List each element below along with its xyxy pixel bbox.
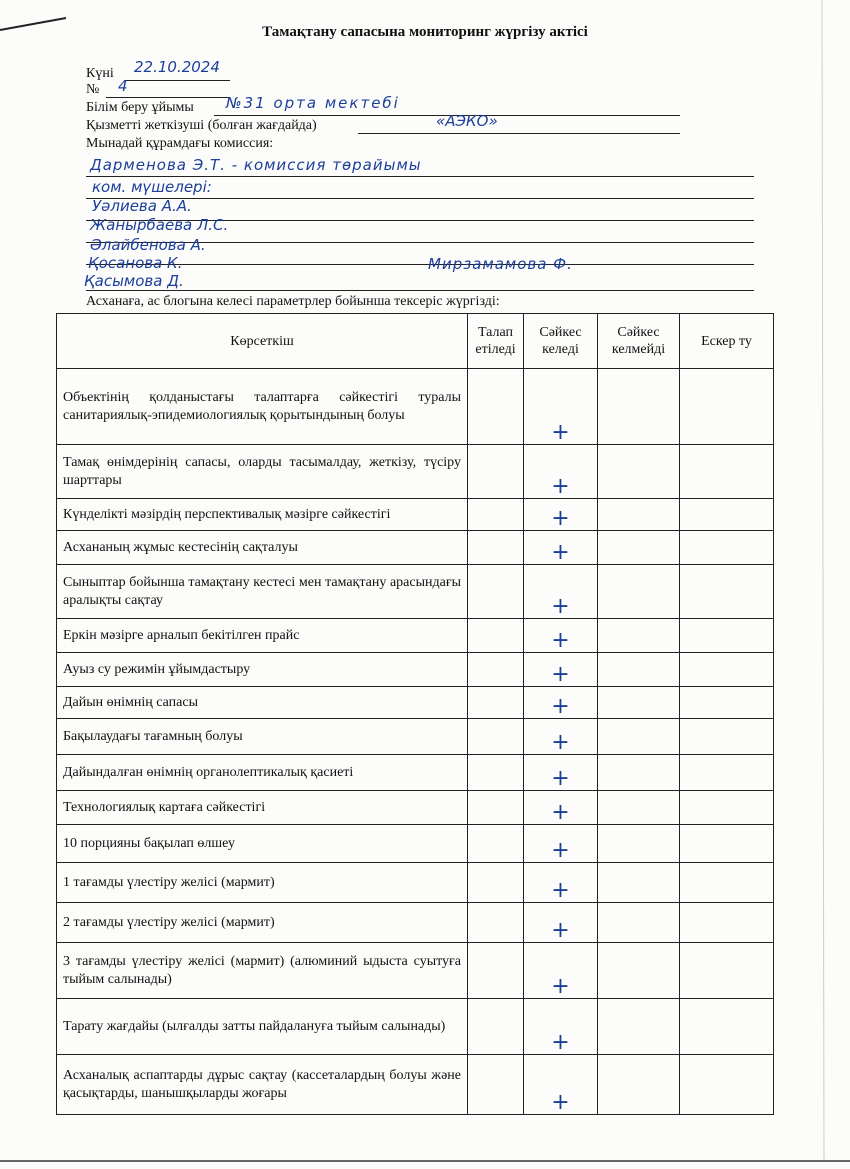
noncompliant-cell xyxy=(598,369,680,445)
noncompliant-cell xyxy=(598,903,680,943)
compliant-mark: + xyxy=(524,445,598,499)
date-value: 22.10.2024 xyxy=(134,58,220,76)
indicator-cell: Асхананың жұмыс кестесінің сақталуы xyxy=(57,531,468,565)
header-noncompliant: Сәйкес келмейді xyxy=(598,314,680,369)
compliant-mark: + xyxy=(524,369,598,445)
table-row xyxy=(57,653,774,687)
monitoring-table xyxy=(56,313,774,1115)
required-cell xyxy=(468,369,524,445)
table-row xyxy=(57,499,774,531)
required-cell xyxy=(468,499,524,531)
compliant-mark: + xyxy=(524,499,598,531)
noncompliant-cell xyxy=(598,719,680,755)
required-cell xyxy=(468,619,524,653)
required-cell xyxy=(468,791,524,825)
table-header-row xyxy=(57,314,774,369)
note-cell xyxy=(680,619,774,653)
noncompliant-cell xyxy=(598,999,680,1055)
table-row xyxy=(57,719,774,755)
compliant-mark: + xyxy=(524,863,598,903)
date-label: Күні xyxy=(86,66,114,81)
compliant-mark: + xyxy=(524,565,598,619)
noncompliant-cell xyxy=(598,445,680,499)
indicator-cell: Бақылаудағы тағамның болуы xyxy=(57,719,468,755)
table-row xyxy=(57,863,774,903)
note-cell xyxy=(680,445,774,499)
commission-member: Қосанова К. xyxy=(88,254,183,272)
required-cell xyxy=(468,999,524,1055)
noncompliant-cell xyxy=(598,1055,680,1115)
note-cell xyxy=(680,755,774,791)
required-cell xyxy=(468,445,524,499)
page-bottom-edge xyxy=(0,1160,850,1162)
note-cell xyxy=(680,999,774,1055)
compliant-mark: + xyxy=(524,791,598,825)
header-required: Талап етіледі xyxy=(468,314,524,369)
header-note: Ескер ту xyxy=(680,314,774,369)
required-cell xyxy=(468,653,524,687)
compliant-mark: + xyxy=(524,1055,598,1115)
noncompliant-cell xyxy=(598,825,680,863)
indicator-cell: Дайындалған өнімнің органолептикалық қасиеті xyxy=(57,755,468,791)
indicator-cell: Объектінің қолданыстағы талаптарға сәйкестігі туралы санитариялық-эпидемиологиялық қорытындының болуы xyxy=(57,369,468,445)
note-cell xyxy=(680,653,774,687)
indicator-cell: 1 тағамды үлестіру желісі (мармит) xyxy=(57,863,468,903)
indicator-cell: Күнделікті мәзірдің перспективалық мәзірге сәйкестігі xyxy=(57,499,468,531)
note-cell xyxy=(680,369,774,445)
compliant-mark: + xyxy=(524,653,598,687)
required-cell xyxy=(468,565,524,619)
required-cell xyxy=(468,1055,524,1115)
indicator-cell: Дайын өнімнің сапасы xyxy=(57,687,468,719)
indicator-cell: Технологиялық картаға сәйкестігі xyxy=(57,791,468,825)
noncompliant-cell xyxy=(598,619,680,653)
commission-line-5 xyxy=(86,264,754,265)
indicator-cell: Асханалық аспаптарды дұрыс сақтау (кассеталардың болуы және қасықтарды, шанышқыларды жоғары xyxy=(57,1055,468,1115)
supplier-value: «АЭКО» xyxy=(436,112,498,130)
compliant-mark: + xyxy=(524,943,598,999)
note-cell xyxy=(680,565,774,619)
indicator-cell: 2 тағамды үлестіру желісі (мармит) xyxy=(57,903,468,943)
note-cell xyxy=(680,863,774,903)
commission-line-1 xyxy=(86,176,754,177)
noncompliant-cell xyxy=(598,687,680,719)
table-row xyxy=(57,999,774,1055)
commission-member: Уәлиева А.А. xyxy=(92,197,192,215)
compliant-mark: + xyxy=(524,531,598,565)
commission-member: Жанырбаева Л.С. xyxy=(90,216,229,234)
school-value: №31 орта мектебі xyxy=(226,94,400,112)
note-cell xyxy=(680,531,774,565)
commission-member: Қасымова Д. xyxy=(84,272,184,290)
table-row xyxy=(57,619,774,653)
table-row xyxy=(57,825,774,863)
compliant-mark: + xyxy=(524,619,598,653)
table-row xyxy=(57,445,774,499)
compliant-mark: + xyxy=(524,903,598,943)
required-cell xyxy=(468,863,524,903)
indicator-cell: Тарату жағдайы (ылғалды затты пайдалануға тыйым салынады) xyxy=(57,999,468,1055)
commission-label: Мынадай құрамдағы комиссия: xyxy=(86,136,274,151)
document-title: Тамақтану сапасына мониторинг жүргізу актісі xyxy=(262,24,588,40)
indicator-cell: 10 порцияны бақылап өлшеу xyxy=(57,825,468,863)
noncompliant-cell xyxy=(598,499,680,531)
noncompliant-cell xyxy=(598,791,680,825)
required-cell xyxy=(468,825,524,863)
noncompliant-cell xyxy=(598,565,680,619)
indicator-cell: Еркін мәзірге арналып бекітілген прайс xyxy=(57,619,468,653)
note-cell xyxy=(680,687,774,719)
table-row xyxy=(57,369,774,445)
required-cell xyxy=(468,943,524,999)
compliant-mark: + xyxy=(524,825,598,863)
number-label: № xyxy=(86,82,100,97)
table-row xyxy=(57,791,774,825)
commission-member: Әлайбенова А. xyxy=(90,236,206,254)
indicator-cell: Тамақ өнімдерінің сапасы, оларды тасымалдау, жеткізу, түсіру шарттары xyxy=(57,445,468,499)
table-row xyxy=(57,565,774,619)
table-row xyxy=(57,903,774,943)
indicator-cell: Ауыз су режимін ұйымдастыру xyxy=(57,653,468,687)
commission-member: ком. мүшелері: xyxy=(92,178,212,196)
header-indicator: Көрсеткіш xyxy=(57,314,468,369)
date-underline xyxy=(124,80,230,81)
supplier-underline xyxy=(358,133,680,134)
required-cell xyxy=(468,903,524,943)
number-underline xyxy=(106,97,230,98)
indicator-cell: 3 тағамды үлестіру желісі (мармит) (алюминий ыдыста суытуға тыйым салынады) xyxy=(57,943,468,999)
header-compliant: Сәйкес келеді xyxy=(524,314,598,369)
school-label: Білім беру ұйымы xyxy=(86,100,194,115)
compliant-mark: + xyxy=(524,719,598,755)
table-row xyxy=(57,1055,774,1115)
note-cell xyxy=(680,791,774,825)
note-cell xyxy=(680,943,774,999)
note-cell xyxy=(680,1055,774,1115)
table-row xyxy=(57,755,774,791)
compliant-mark: + xyxy=(524,755,598,791)
commission-member-extra: Мирзамамова Ф. xyxy=(428,255,573,273)
note-cell xyxy=(680,719,774,755)
noncompliant-cell xyxy=(598,863,680,903)
required-cell xyxy=(468,531,524,565)
note-cell xyxy=(680,499,774,531)
required-cell xyxy=(468,687,524,719)
required-cell xyxy=(468,755,524,791)
supplier-label: Қызметті жеткізуші (болған жағдайда) xyxy=(86,118,317,133)
note-cell xyxy=(680,825,774,863)
commission-line-6 xyxy=(86,290,754,291)
commission-member: Дарменова Э.Т. - комиссия төрайымы xyxy=(90,156,422,174)
note-cell xyxy=(680,903,774,943)
table-row xyxy=(57,687,774,719)
compliant-mark: + xyxy=(524,687,598,719)
indicator-cell: Сыныптар бойынша тамақтану кестесі мен тамақтану арасындағы аралықты сақтау xyxy=(57,565,468,619)
noncompliant-cell xyxy=(598,653,680,687)
compliant-mark: + xyxy=(524,999,598,1055)
table-row xyxy=(57,943,774,999)
intro-text: Асханаға, ас блогына келесі параметрлер бойынша тексеріс жүргізді: xyxy=(86,294,500,309)
noncompliant-cell xyxy=(598,531,680,565)
table-row xyxy=(57,531,774,565)
required-cell xyxy=(468,719,524,755)
noncompliant-cell xyxy=(598,755,680,791)
number-value: 4 xyxy=(118,77,128,95)
noncompliant-cell xyxy=(598,943,680,999)
